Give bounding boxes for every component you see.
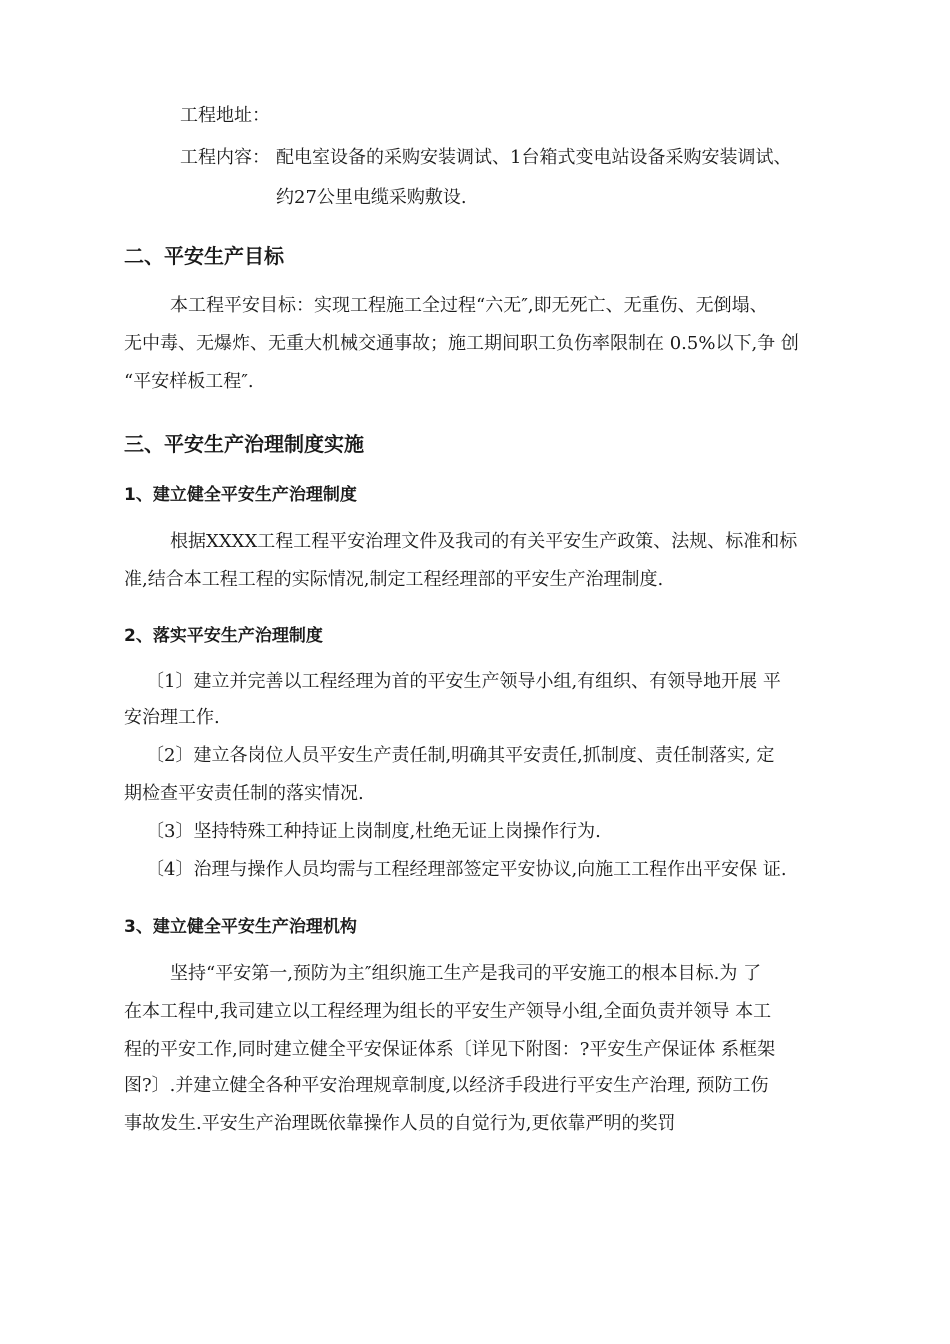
subsection-2-item-1-line-2: 安治理工作. — [124, 707, 220, 728]
subsection-1-heading: 1、建立健全平安生产治理制度 — [124, 485, 357, 505]
subsection-3-heading: 3、建立健全平安生产治理机构 — [124, 917, 357, 937]
section-2-para-line-2: 无中毒、无爆炸、无重大机械交通事故；施工期间职工负伤率限制在 0.5%以下,争 创 — [124, 333, 799, 354]
subsection-2-item-1-line-1: 〔1〕建立并完善以工程经理为首的平安生产领导小组,有组织、有领导地开展 平 — [146, 671, 781, 692]
subsection-3-para-line-4: 图?〕.并建立健全各种平安治理规章制度,以经济手段进行平安生产治理, 预防工伤 — [124, 1075, 769, 1096]
subsection-3-para-line-5: 事故发生.平安生产治理既依靠操作人员的自觉行为,更依靠严明的奖罚 — [124, 1113, 676, 1134]
section-2-para-line-3: “平安样板工程″. — [124, 371, 254, 392]
content-line-2: 约27公里电缆采购敷设. — [276, 187, 467, 208]
section-2-heading: 二、平安生产目标 — [124, 244, 284, 268]
section-3-heading: 三、平安生产治理制度实施 — [124, 432, 364, 456]
content-line-1: 配电室设备的采购安装调试、1台箱式变电站设备采购安装调试、 — [276, 147, 792, 168]
subsection-2-heading: 2、落实平安生产治理制度 — [124, 626, 323, 646]
subsection-2-item-2-line-2: 期检查平安责任制的落实情况. — [124, 783, 364, 804]
section-2-para-line-1: 本工程平安目标：实现工程施工全过程“六无″,即无死亡、无重伤、无倒塌、 — [170, 295, 768, 316]
subsection-1-para-line-1: 根据XXXX工程工程平安治理文件及我司的有关平安生产政策、法规、标准和标 — [170, 531, 798, 552]
subsection-3-para-line-2: 在本工程中,我司建立以工程经理为组长的平安生产领导小组,全面负责并领导 本工 — [124, 1001, 772, 1022]
subsection-2-item-4: 〔4〕治理与操作人员均需与工程经理部签定平安协议,向施工工程作出平安保 证. — [146, 859, 787, 880]
address-label: 工程地址： — [180, 105, 270, 126]
content-label: 工程内容： — [180, 147, 270, 168]
subsection-3-para-line-1: 坚持“平安第一,预防为主″组织施工生产是我司的平安施工的根本目标.为 了 — [170, 963, 762, 984]
subsection-3-para-line-3: 程的平安工作,同时建立健全平安保证体系〔详见下附图：?平安生产保证体 系框架 — [124, 1039, 776, 1060]
subsection-1-para-line-2: 准,结合本工程工程的实际情况,制定工程经理部的平安生产治理制度. — [124, 569, 664, 590]
subsection-2-item-3: 〔3〕坚持特殊工种持证上岗制度,杜绝无证上岗操作行为. — [146, 821, 601, 842]
subsection-2-item-2-line-1: 〔2〕建立各岗位人员平安生产责任制,明确其平安责任,抓制度、责任制落实, 定 — [146, 745, 775, 766]
